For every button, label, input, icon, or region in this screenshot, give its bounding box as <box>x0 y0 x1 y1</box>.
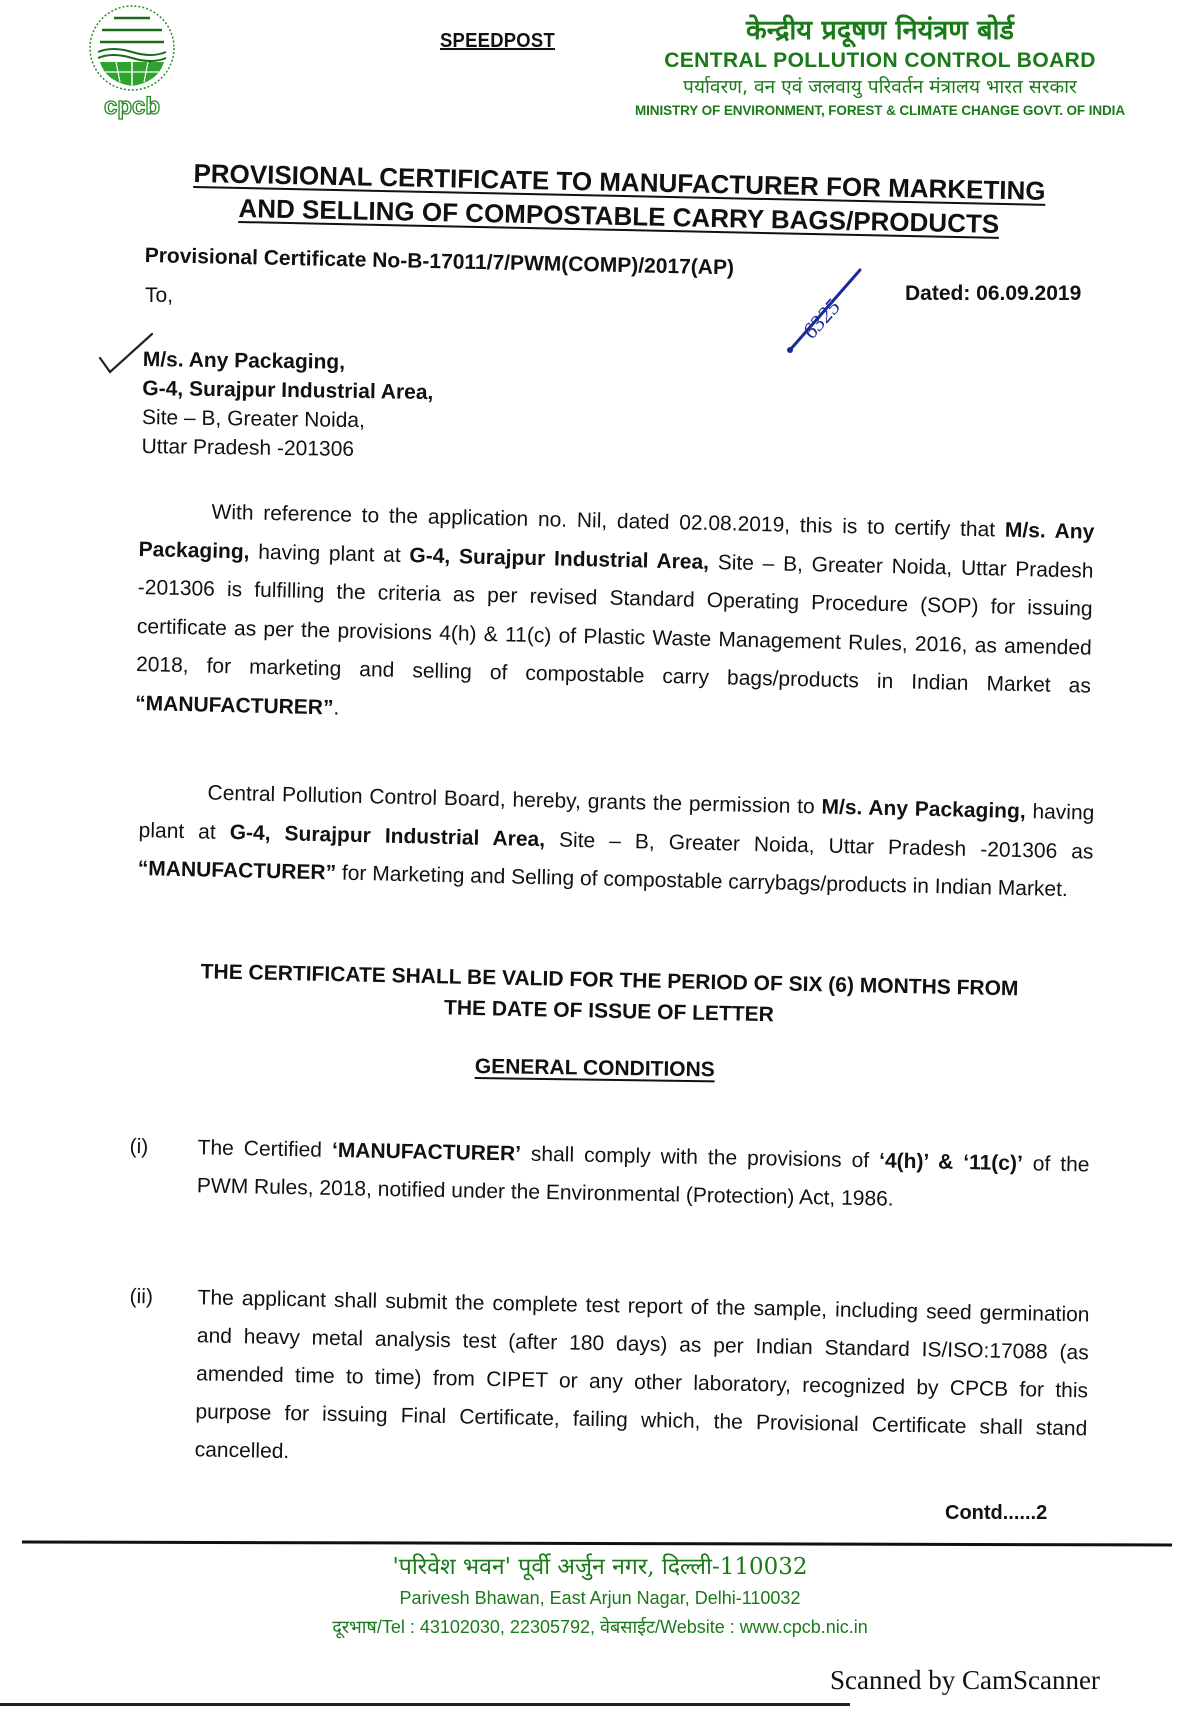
speedpost-label: SPEEDPOST <box>440 30 555 52</box>
certification-paragraph <box>135 492 1095 745</box>
document-title <box>144 155 1095 243</box>
general-conditions-heading: GENERAL CONDITIONS <box>474 1055 715 1082</box>
issue-date: Dated: 06.09.2019 <box>905 282 1082 305</box>
company-name: M/s. Any Packaging, <box>138 518 1095 563</box>
text: Site – B, Greater Noida, Uttar Pradesh -201306 as <box>544 827 1094 864</box>
text: for Marketing and Selling of compostable carrybags/products in Indian Market. <box>335 861 1069 902</box>
text: Site – B, Greater Noida, Uttar Pradesh -201306 is fulfilling the criteria as per revised Standard Operating Procedure (SOP) for issuing certificate as per the provisions 4(h) & 11(c) of Plastic Waste Management Rules, 2016, as amended 2018, for marketing and selling of compostable carry bags/products in Indian Market as <box>135 550 1094 698</box>
permission-paragraph <box>137 773 1094 910</box>
plant-address: G-4, Surajpur Industrial Area, <box>229 820 546 851</box>
ministry-name-hindi: पर्यावरण, वन एवं जलवायु परिवर्तन मंत्रालय भारत सरकार <box>683 76 1077 98</box>
condition-number: (ii) <box>129 1284 154 1309</box>
title-line-2: AND SELLING OF COMPOSTABLE CARRY BAGS/PRODUCTS <box>238 192 1000 239</box>
text: shall comply with the provisions of <box>520 1142 880 1173</box>
provisions: ‘4(h)’ & ‘11(c)’ <box>878 1149 1023 1176</box>
text: Central Pollution Control Board, hereby, grants the permission to <box>207 781 822 819</box>
annotation-number: 6325 <box>797 293 846 344</box>
text: The Certified <box>197 1136 333 1162</box>
condition-number: (i) <box>129 1134 149 1159</box>
addressee-line-2: G-4, Surajpur Industrial Area, <box>142 376 434 405</box>
addressee-block <box>141 345 434 465</box>
company-name: M/s. Any Packaging, <box>821 795 1026 824</box>
text: With reference to the application no. Nil, dated 02.08.2019, this is to certify that <box>211 500 1006 542</box>
ministry-name-english: MINISTRY OF ENVIRONMENT, FOREST & CLIMATE CHANGE GOVT. OF INDIA <box>635 103 1125 118</box>
validity-line-2: THE DATE OF ISSUE OF LETTER <box>443 996 775 1027</box>
plant-address: G-4, Surajpur Industrial Area, <box>409 543 710 574</box>
page-bottom-divider <box>0 1703 850 1706</box>
footer-address-hindi: 'परिवेश भवन' पूर्वी अर्जुन नगर, दिल्ली-110032 <box>392 1554 808 1580</box>
text: . <box>333 695 340 720</box>
role: ‘MANUFACTURER’ <box>331 1138 522 1166</box>
footer-address-english: Parivesh Bhawan, East Arjun Nagar, Delhi-110032 <box>399 1588 801 1608</box>
role: “MANUFACTURER” <box>137 856 337 885</box>
to-label: To, <box>145 284 174 307</box>
svg-text:cpcb: cpcb <box>103 93 161 120</box>
letterhead <box>620 14 1140 122</box>
validity-statement <box>139 955 1080 1037</box>
text: having plant at <box>138 800 1095 844</box>
continued-label: Contd......2 <box>945 1502 1048 1524</box>
condition-item <box>129 1128 1090 1222</box>
cpcb-logo-icon <box>72 2 192 120</box>
title-line-1: PROVISIONAL CERTIFICATE TO MANUFACTURER FOR MARKETING <box>193 158 1046 206</box>
footer-address <box>0 1550 1200 1642</box>
addressee-line-4: Uttar Pradesh -201306 <box>141 434 355 461</box>
validity-line-1: THE CERTIFICATE SHALL BE VALID FOR THE PERIOD OF SIX (6) MONTHS FROM <box>200 960 1019 1001</box>
org-name-hindi: केन्द्रीय प्रदूषण नियंत्रण बोर्ड <box>745 15 1014 46</box>
condition-text: The applicant shall submit the complete test report of the sample, including seed germination and heavy metal analysis test (after 180 days) as per Indian Standard IS/ISO:17088 (as amended time to time) from CIPET or any other laboratory, recognized by CPCB for this purpose for issuing Final Certificate, failing which, the Provisional Certificate shall stand cancelled. <box>194 1286 1090 1464</box>
role: “MANUFACTURER” <box>134 691 334 719</box>
text: having plant at <box>249 540 410 567</box>
org-name-english: CENTRAL POLLUTION CONTROL BOARD <box>664 49 1096 72</box>
condition-item <box>126 1278 1089 1486</box>
addressee-name: M/s. Any Packaging, <box>142 347 346 374</box>
text: of the PWM Rules, 2018, notified under the Environmental (Protection) Act, 1986. <box>196 1152 1090 1211</box>
footer-contact: दूरभाष/Tel : 43102030, 22305792, वेबसाईट/Website : www.cpcb.nic.in <box>332 1617 868 1637</box>
scanner-watermark: Scanned by CamScanner <box>830 1665 1100 1695</box>
handwritten-annotation-icon <box>780 262 890 362</box>
certificate-number: Provisional Certificate No-B-17011/7/PWM(COMP)/2017(AP) <box>144 244 735 280</box>
addressee-line-3: Site – B, Greater Noida, <box>141 405 366 433</box>
footer-divider <box>22 1540 1172 1546</box>
